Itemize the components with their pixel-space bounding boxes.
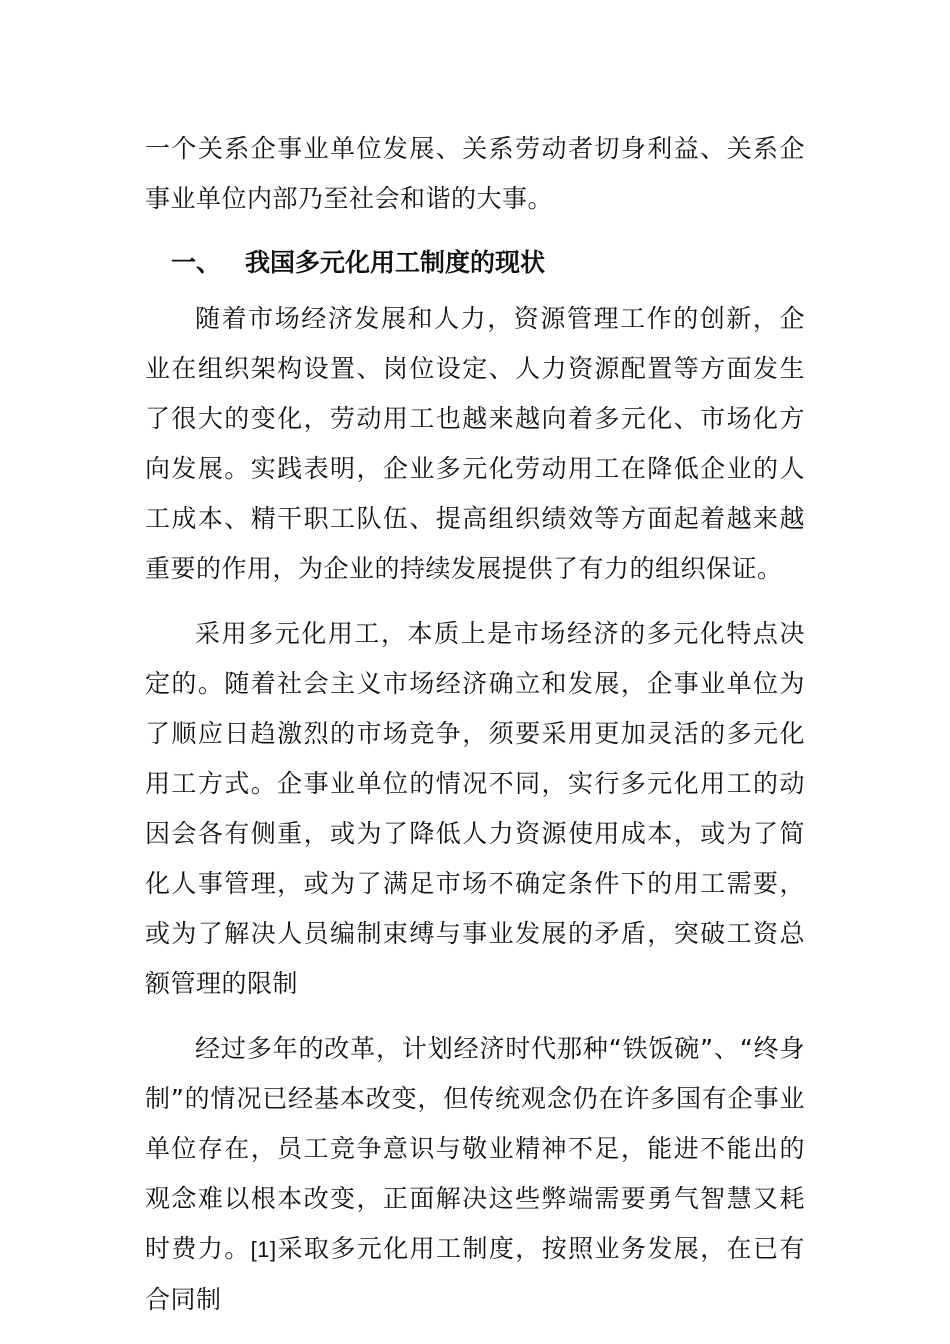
intro-paragraph: 一个关系企事业单位发展、关系劳动者切身利益、关系企事业单位内部乃至社会和谐的大事。 [145,134,805,213]
document-body [145,124,805,1325]
section-title: 我国多元化用工制度的现状 [245,248,546,277]
section-number: 一、 [171,248,222,277]
paragraph-3-continuation: 采取多元化用工制度，按照业务发展，在已有合同制 [145,1234,805,1314]
body-paragraph-3 [145,1024,805,1325]
citation-reference: [1] [250,1237,277,1262]
body-paragraph-2: 采用多元化用工，本质上是市场经济的多元化特点决定的。随着社会主义市场经济确立和发展，企事业单位为了顺应日趋激烈的市场竞争，须要采用更加灵活的多元化用工方式。企事业单位的情况不同，实行多元化用工的动因会各有侧重，或为了降低人力资源使用成本，或为了简化人事管理，或为了满足市场不确定条件下的用工需要，或为了解决人员编制束缚与事业发展的矛盾，突破工资总额管理的限制 [145,619,805,998]
body-paragraph-1: 随着市场经济发展和人力，资源管理工作的创新，企业在组织架构设置、岗位设定、人力资源配置等方面发生了很大的变化，劳动用工也越来越向着多元化、市场化方向发展。实践表明，企业多元化劳动用工在降低企业的人工成本、精干职工队伍、提高组织绩效等方面起着越来越重要的作用，为企业的持续发展提供了有力的组织保证。 [145,304,805,583]
section-heading [145,238,805,288]
paragraph-3-text: 经过多年的改革，计划经济时代那种“铁饭碗”、“终身制”的情况已经基本改变，但传统观念仍在许多国有企事业单位存在，员工竞争意识与敬业精神不足，能进不能出的观念难以根本改变，正面解决这些弊端需要勇气智慧又耗时费力。 [145,1034,805,1263]
